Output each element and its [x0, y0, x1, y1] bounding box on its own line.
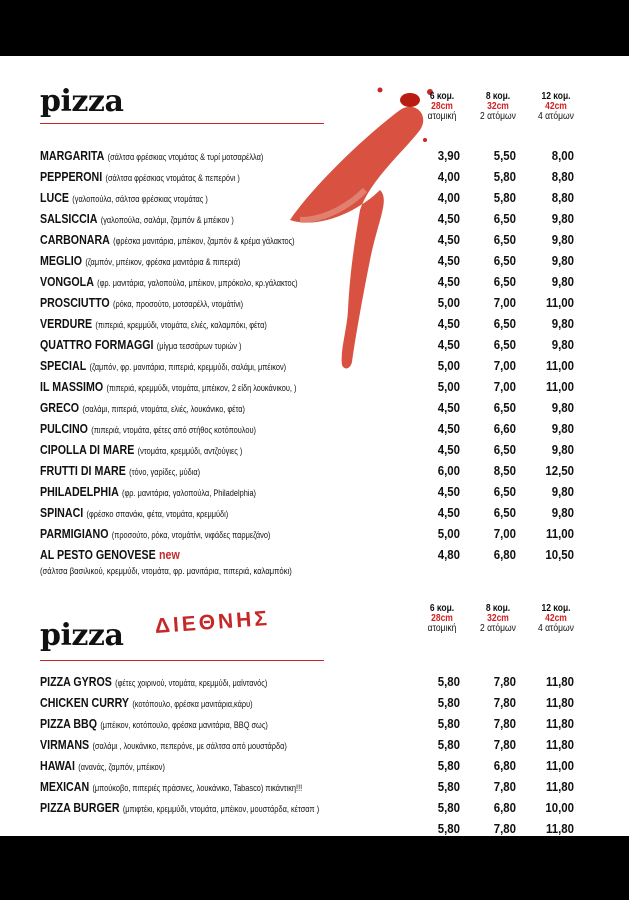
size-cm: 42cm — [545, 613, 567, 624]
menu-item-description: (σαλάμι , λουκάνικο, πεπερόνε, με σάλτσα από μουστάρδα) — [92, 741, 287, 751]
size-pieces: 8 κομ. — [485, 603, 511, 614]
menu-item-description: (πιπεριά, κρεμμύδι, ντομάτα, ελιές, καλαμπόκι, φέτα) — [95, 320, 267, 330]
menu-item-name: PARMIGIANO — [40, 526, 109, 541]
menu-item-price: 9,80 — [551, 442, 574, 457]
menu-item-price: 9,80 — [551, 400, 574, 415]
menu-item-price: 4,50 — [437, 316, 460, 331]
menu-item-price: 4,80 — [437, 547, 460, 562]
menu-item-name-wrap — [40, 463, 200, 478]
menu-item-price: 7,80 — [493, 821, 516, 836]
menu-item-name: PIZZA BBQ — [40, 716, 98, 731]
bottom-black-bar — [0, 836, 629, 900]
size-people: 4 ατόμων — [538, 623, 574, 634]
menu-item-row — [40, 674, 580, 694]
menu-item-price: 4,50 — [437, 505, 460, 520]
menu-item-row — [40, 421, 580, 441]
menu-item-description: (φρ. μανιτάρια, γαλοπούλα, Philadelphia) — [122, 488, 257, 498]
menu-item-row — [40, 148, 580, 168]
menu-item-price: 6,50 — [493, 274, 516, 289]
menu-item-name-wrap — [40, 547, 180, 562]
menu-item-price: 11,00 — [545, 379, 574, 394]
size-cm: 28cm — [431, 101, 453, 112]
menu-item-price: 4,50 — [437, 484, 460, 499]
menu-item-price: 4,00 — [437, 190, 460, 205]
size-cm: 32cm — [487, 101, 509, 112]
menu-item-price: 7,80 — [493, 695, 516, 710]
menu-item-price: 11,80 — [545, 695, 574, 710]
menu-item-description: (ζαμπόν, μπέικον, φρέσκα μανιτάρια & πιπεριά) — [85, 257, 241, 267]
menu-item-price: 4,50 — [437, 232, 460, 247]
size-people: ατομική — [427, 111, 457, 122]
menu-item-price: 5,80 — [437, 695, 460, 710]
menu-item-price: 5,80 — [437, 716, 460, 731]
menu-item-name-wrap — [40, 737, 287, 752]
menu-item-description: (ντομάτα, κρεμμύδι, αντζούγιες ) — [137, 446, 243, 456]
menu-item-description: (σαλάμι, πιπεριά, ντομάτα, ελιές, λουκάνικο, φέτα) — [82, 404, 246, 414]
menu-item-name-wrap — [40, 316, 267, 331]
menu-item-description: (πιπεριά, ντομάτα, φέτες από στήθος κοτόπουλου) — [91, 425, 256, 435]
menu-item-description: (φρ. μανιτάρια, γαλοπούλα, μπέικον, μπρόκολο, κρ.γάλακτος) — [97, 278, 298, 288]
menu-item-description: (σάλτσα φρέσκιας ντομάτας & τυρί μοτσαρέλλα) — [107, 152, 264, 162]
menu-item-price: 5,80 — [437, 758, 460, 773]
menu-item-price: 7,00 — [493, 379, 516, 394]
menu-item-row — [40, 737, 580, 757]
menu-item-row — [40, 716, 580, 736]
menu-item-name: CIPOLLA DI MARE — [40, 442, 135, 457]
section-title: pizza — [40, 84, 124, 119]
menu-item-price: 11,00 — [545, 758, 574, 773]
menu-item-price: 4,50 — [437, 211, 460, 226]
menu-item-price: 3,90 — [437, 148, 460, 163]
menu-item-price: 4,50 — [437, 421, 460, 436]
menu-item-description: (φρέσκο σπανάκι, φέτα, ντομάτα, κρεμμύδι) — [86, 509, 229, 519]
menu-item-name-wrap — [40, 148, 263, 163]
menu-item-row — [40, 295, 580, 315]
menu-item-price: 7,80 — [493, 716, 516, 731]
menu-item-name-wrap — [40, 779, 302, 794]
menu-item-price: 11,80 — [545, 821, 574, 836]
size-cm: 28cm — [431, 613, 453, 624]
menu-item-row — [40, 463, 580, 483]
menu-item-price: 9,80 — [551, 484, 574, 499]
menu-item-price: 6,50 — [493, 484, 516, 499]
menu-item-price: 11,80 — [545, 779, 574, 794]
size-people: 4 ατόμων — [538, 111, 574, 122]
menu-item-price: 5,80 — [493, 169, 516, 184]
menu-item-row — [40, 253, 580, 273]
menu-item-name: MARGARITA — [40, 148, 105, 163]
menu-item-row — [40, 337, 580, 357]
menu-item-price: 6,00 — [437, 463, 460, 478]
menu-item-price: 10,50 — [545, 547, 574, 562]
menu-item-row — [40, 232, 580, 252]
menu-item-price: 5,80 — [437, 674, 460, 689]
menu-item-name-wrap — [40, 421, 256, 436]
menu-item-price: 9,80 — [551, 337, 574, 352]
menu-item-description: (μπιφτέκι, κρεμμύδι, ντομάτα, μπέικον, μουστάρδα, κέτσαπ ) — [122, 804, 320, 814]
menu-item-price: 7,00 — [493, 358, 516, 373]
menu-item-row — [40, 442, 580, 462]
menu-item-name: PULCINO — [40, 421, 88, 436]
menu-item-row — [40, 547, 580, 567]
menu-item-name: PHILADELPHIA — [40, 484, 119, 499]
menu-item-description: (ανανάς, ζαμπόν, μπέικον) — [78, 762, 165, 772]
menu-item-price: 8,80 — [551, 169, 574, 184]
menu-item-description: (πιπεριά, κρεμμύδι, ντομάτα, μπέικον, 2 είδη λουκάνικου, ) — [106, 383, 297, 393]
menu-item-price: 5,00 — [437, 358, 460, 373]
menu-item-name-wrap — [40, 232, 295, 247]
menu-item-price: 6,50 — [493, 337, 516, 352]
menu-item-row — [40, 484, 580, 504]
menu-item-price: 6,50 — [493, 400, 516, 415]
menu-item-price: 12,50 — [545, 463, 574, 478]
menu-item-row — [40, 358, 580, 378]
size-people: ατομική — [427, 623, 457, 634]
menu-item-name-wrap — [40, 337, 241, 352]
menu-item-row — [40, 316, 580, 336]
menu-item-price: 9,80 — [551, 316, 574, 331]
size-people: 2 ατόμων — [480, 111, 516, 122]
menu-item-name-wrap — [40, 800, 319, 815]
size-cm: 42cm — [545, 101, 567, 112]
menu-item-row — [40, 400, 580, 420]
size-header — [531, 92, 582, 122]
menu-item-price: 6,60 — [493, 421, 516, 436]
menu-item-name: PROSCIUTTO — [40, 295, 110, 310]
menu-item-price: 11,80 — [545, 737, 574, 752]
menu-item-row — [40, 274, 580, 294]
menu-item-description: (φέτες χοιρινού, ντομάτα, κρεμμύδι, μαϊντανός) — [115, 678, 268, 688]
menu-item-price: 10,00 — [545, 800, 574, 815]
menu-item-name-wrap — [40, 190, 208, 205]
menu-item-row — [40, 211, 580, 231]
menu-item-price: 7,80 — [493, 737, 516, 752]
section-rule — [40, 123, 324, 124]
menu-item-price: 9,80 — [551, 232, 574, 247]
menu-item-price: 5,80 — [437, 821, 460, 836]
menu-item-name-wrap — [40, 505, 228, 520]
menu-item-price: 11,00 — [545, 295, 574, 310]
menu-item-price: 5,50 — [493, 148, 516, 163]
menu-item-name-wrap — [40, 442, 242, 457]
menu-item-name: SALSICCIA — [40, 211, 98, 226]
menu-item-price: 9,80 — [551, 253, 574, 268]
menu-item-name-wrap — [40, 674, 267, 689]
menu-item-name: MEGLIO — [40, 253, 83, 268]
menu-item-price: 11,80 — [545, 674, 574, 689]
top-black-bar — [0, 0, 629, 56]
menu-item-price: 7,80 — [493, 674, 516, 689]
menu-item-price: 11,00 — [545, 358, 574, 373]
menu-item-name: SPECIAL — [40, 358, 87, 373]
menu-item-name-wrap — [40, 716, 268, 731]
menu-item-row — [40, 800, 580, 820]
menu-item-name: PIZZA GYROS — [40, 674, 112, 689]
menu-item-name-wrap — [40, 758, 165, 773]
size-pieces: 8 κομ. — [485, 91, 511, 102]
section-subtitle: ΔΙΕΘΝΗΣ — [154, 606, 271, 638]
menu-item-description: (προσούτο, ρόκα, ντομάτίνι, νιφάδες παρμεζάνο) — [111, 530, 271, 540]
section-rule — [40, 660, 324, 661]
menu-item-description: (μπούκοβο, πιπεριές πράσινες, λουκάνικο, Tabasco) πικάντικη!!! — [92, 783, 303, 793]
menu-item-description: (μίγμα τεσσάρων τυριών ) — [156, 341, 242, 351]
menu-item-price: 9,80 — [551, 211, 574, 226]
menu-item-price: 8,00 — [551, 148, 574, 163]
menu-item-price: 4,50 — [437, 337, 460, 352]
menu-item-name: PEPPERONI — [40, 169, 103, 184]
menu-item-name: GRECO — [40, 400, 80, 415]
menu-item-description: (μπέικον, κοτόπουλο, φρέσκα μανιτάρια, BBQ σως) — [100, 720, 268, 730]
size-cm: 32cm — [487, 613, 509, 624]
menu-item-row — [40, 758, 580, 778]
menu-item-price: 4,50 — [437, 442, 460, 457]
size-header — [473, 92, 524, 122]
menu-item-price: 5,00 — [437, 295, 460, 310]
size-header — [531, 604, 582, 634]
size-pieces: 6 κομ. — [429, 91, 455, 102]
menu-item-row — [40, 505, 580, 525]
menu-item-price: 5,80 — [437, 779, 460, 794]
menu-item-name: VONGOLA — [40, 274, 94, 289]
menu-item-name: VIRMANS — [40, 737, 90, 752]
menu-item-price: 6,80 — [493, 800, 516, 815]
menu-item-name-wrap — [40, 379, 296, 394]
menu-item-price: 8,50 — [493, 463, 516, 478]
size-header — [473, 604, 524, 634]
menu-item-price: 5,80 — [437, 800, 460, 815]
menu-item-note: (σάλτσα βασιλικού, κρεμμύδι, ντομάτα, φρ. μανιτάρια, πιπεριά, καλαμπόκι) — [40, 566, 292, 576]
menu-item-row — [40, 379, 580, 399]
menu-item-name-wrap — [40, 484, 256, 499]
size-people: 2 ατόμων — [480, 623, 516, 634]
menu-item-name-wrap — [40, 400, 245, 415]
menu-item-name-wrap — [40, 274, 298, 289]
section-title: pizza — [40, 618, 124, 653]
menu-item-price: 6,80 — [493, 547, 516, 562]
menu-item-price: 5,80 — [437, 737, 460, 752]
menu-item-price: 6,50 — [493, 442, 516, 457]
menu-item-name: CARBONARA — [40, 232, 110, 247]
menu-item-name-wrap — [40, 526, 270, 541]
menu-item-name: CHICKEN CURRY — [40, 695, 130, 710]
menu-item-price: 8,80 — [551, 190, 574, 205]
menu-item-description: (σάλτσα φρέσκιας ντομάτας & πεπερόνι ) — [105, 173, 240, 183]
menu-item-description: (φρέσκα μανιτάρια, μπέικον, ζαμπόν & κρέμα γάλακτος) — [113, 236, 295, 246]
menu-item-name: IL MASSIMO — [40, 379, 104, 394]
menu-item-price: 6,50 — [493, 211, 516, 226]
menu-item-name: HAWAI — [40, 758, 75, 773]
menu-item-price: 5,80 — [493, 190, 516, 205]
menu-item-description: (ζαμπόν, φρ. μανιτάρια, πιπεριά, κρεμμύδι, σαλάμι, μπέικον) — [89, 362, 287, 372]
menu-item-price: 11,80 — [545, 716, 574, 731]
menu-item-row — [40, 695, 580, 715]
menu-item-name: AL PESTO GENOVESE — [40, 547, 156, 562]
menu-item-name: VERDURE — [40, 316, 93, 331]
menu-item-price: 9,80 — [551, 505, 574, 520]
menu-item-name: MEXICAN — [40, 779, 90, 794]
menu-item-description: (ρόκα, προσούτο, μοτσαρέλλ, ντομάτίνι) — [112, 299, 244, 309]
new-badge: new — [159, 547, 180, 562]
menu-item-price: 6,50 — [493, 232, 516, 247]
size-pieces: 12 κομ. — [541, 603, 571, 614]
menu-item-price: 9,80 — [551, 274, 574, 289]
menu-item-row — [40, 779, 580, 799]
menu-item-description: (κοτόπουλο, φρέσκα μανιτάρια,κάρυ) — [132, 699, 253, 709]
menu-item-price: 7,80 — [493, 779, 516, 794]
menu-item-name-wrap — [40, 253, 240, 268]
size-header — [417, 92, 468, 122]
menu-item-name-wrap — [40, 211, 234, 226]
menu-item-row — [40, 169, 580, 189]
menu-item-name: PIZZA BURGER — [40, 800, 120, 815]
menu-item-price: 4,50 — [437, 253, 460, 268]
menu-item-description: (γαλοπούλα, σάλτσα φρέσκιας ντομάτας ) — [72, 194, 208, 204]
menu-item-price: 6,50 — [493, 505, 516, 520]
menu-item-name-wrap — [40, 358, 286, 373]
menu-item-name-wrap — [40, 695, 253, 710]
menu-item-price: 4,50 — [437, 274, 460, 289]
size-pieces: 6 κομ. — [429, 603, 455, 614]
menu-item-price: 7,00 — [493, 295, 516, 310]
menu-item-price: 5,00 — [437, 526, 460, 541]
menu-item-name: SPINACI — [40, 505, 84, 520]
menu-item-price: 4,00 — [437, 169, 460, 184]
menu-item-price: 9,80 — [551, 421, 574, 436]
menu-item-name: QUATTRO FORMAGGI — [40, 337, 154, 352]
menu-item-description: (γαλοπούλα, σαλάμι, ζαμπόν & μπέικον ) — [100, 215, 234, 225]
menu-item-name: FRUTTI DI MARE — [40, 463, 126, 478]
size-pieces: 12 κομ. — [541, 91, 571, 102]
menu-item-price: 6,80 — [493, 758, 516, 773]
menu-item-name-wrap — [40, 169, 240, 184]
menu-item-row — [40, 190, 580, 210]
menu-item-row — [40, 526, 580, 546]
menu-item-price: 4,50 — [437, 400, 460, 415]
menu-item-price: 7,00 — [493, 526, 516, 541]
menu-item-price: 6,50 — [493, 253, 516, 268]
menu-item-description: (τόνο, γαρίδες, μύδια) — [129, 467, 201, 477]
size-header — [417, 604, 468, 634]
menu-item-price: 6,50 — [493, 316, 516, 331]
menu-item-name: LUCE — [40, 190, 70, 205]
menu-item-price: 11,00 — [545, 526, 574, 541]
menu-item-name-wrap — [40, 295, 243, 310]
menu-item-price: 5,00 — [437, 379, 460, 394]
